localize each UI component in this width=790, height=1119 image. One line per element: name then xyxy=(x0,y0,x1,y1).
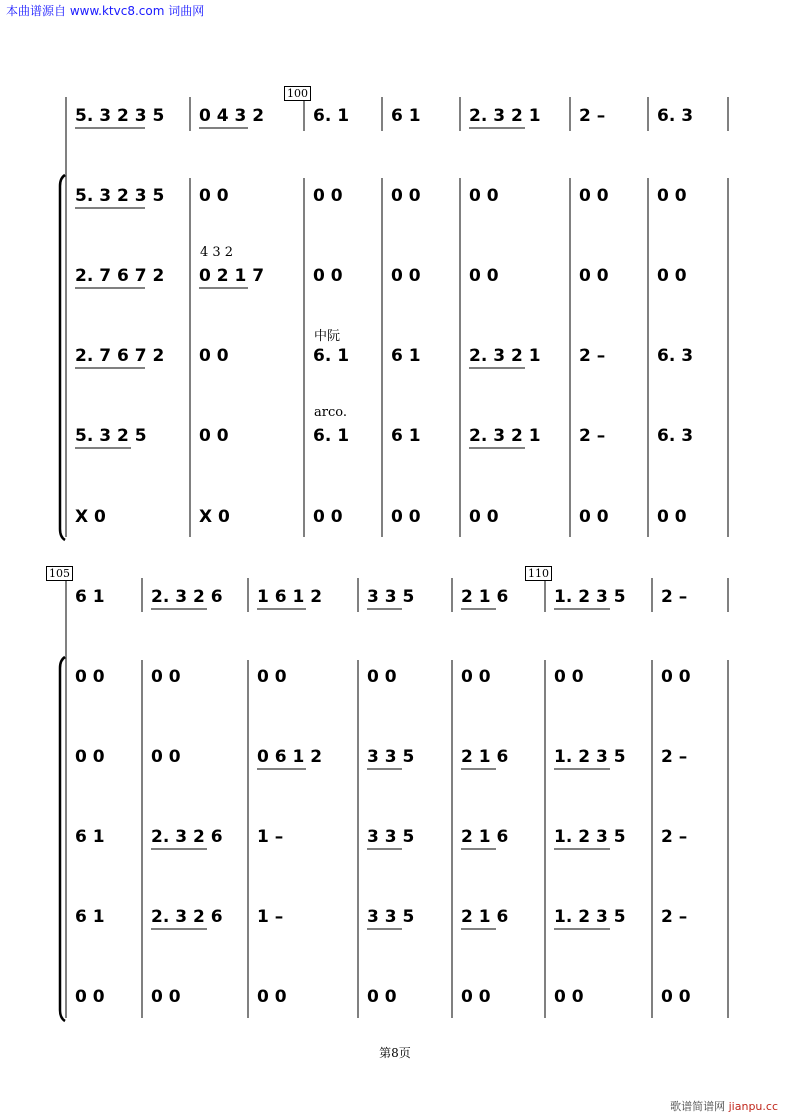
watermark-site-name: 歌谱简谱网 xyxy=(670,1100,726,1113)
measure-notes: 0 0 xyxy=(391,507,421,527)
measure-notes: 6. 3 xyxy=(657,426,694,446)
measure-notes: 6 1 xyxy=(391,346,421,366)
measure-notes: 0 0 xyxy=(151,667,181,687)
measure-notes: 2 – xyxy=(579,426,606,446)
measure-notes: 1 – xyxy=(257,827,284,847)
measure-notes: 2. 7 6 7 2 xyxy=(75,266,165,286)
measure-notes: 5. 3 2 5 xyxy=(75,426,147,446)
measure-notes: 0 0 xyxy=(579,266,609,286)
measure-notes: 1. 2 3 5 xyxy=(554,747,626,767)
measure-notes: 6. 3 xyxy=(657,106,694,126)
measure-notes: 0 0 xyxy=(75,987,105,1007)
measure-notes: 0 0 xyxy=(657,507,687,527)
measure-notes: 2. 3 2 6 xyxy=(151,587,223,607)
measure-notes: 1. 2 3 5 xyxy=(554,827,626,847)
measure-notes: 2 – xyxy=(579,106,606,126)
measure-notes: 0 0 xyxy=(554,667,584,687)
measure-notes: 6 1 xyxy=(75,827,105,847)
measure-notes: 2 1 6 xyxy=(461,827,509,847)
measure-notes: 2. 3 2 6 xyxy=(151,827,223,847)
measure-notes: 0 0 xyxy=(151,987,181,1007)
measure-notes: 2. 7 6 7 2 xyxy=(75,346,165,366)
measure-notes: 2. 3 2 1 xyxy=(469,106,541,126)
measure-notes: 0 0 xyxy=(75,667,105,687)
measure-notes: 2 – xyxy=(661,907,688,927)
measure-notes: 0 0 xyxy=(75,747,105,767)
measure-notes: 0 0 xyxy=(367,987,397,1007)
measure-notes: 0 0 xyxy=(313,507,343,527)
measure-notes: 2 – xyxy=(661,587,688,607)
measure-notes: 6. 3 xyxy=(657,346,694,366)
measure-notes: 6. 1 xyxy=(313,426,350,446)
measure-notes: 0 2 1 7 xyxy=(199,266,265,286)
measure-notes: 0 0 xyxy=(657,266,687,286)
measure-notes: 3 3 5 xyxy=(367,827,415,847)
rehearsal-mark: 105 xyxy=(46,566,73,581)
measure-notes: 0 0 xyxy=(313,186,343,206)
measure-notes: 3 3 5 xyxy=(367,907,415,927)
measure-notes: 0 0 xyxy=(313,266,343,286)
measure-notes: 0 0 xyxy=(257,987,287,1007)
measure-notes: 0 0 xyxy=(151,747,181,767)
page-number: 第8页 xyxy=(379,1046,411,1060)
measure-notes: 2 – xyxy=(661,747,688,767)
measure-notes: 0 0 xyxy=(367,667,397,687)
measure-notes: 0 0 xyxy=(469,266,499,286)
watermark-domain: jianpu.cc xyxy=(728,1100,778,1113)
measure-notes: 6 1 xyxy=(75,587,105,607)
measure-notes: 0 0 xyxy=(257,667,287,687)
measure-notes: 0 0 xyxy=(461,987,491,1007)
measure-notes: 6 1 xyxy=(75,907,105,927)
measure-notes: 0 0 xyxy=(661,987,691,1007)
measure-notes: 3 3 5 xyxy=(367,747,415,767)
measure-notes: 0 0 xyxy=(657,186,687,206)
measure-notes: 0 0 xyxy=(554,987,584,1007)
measure-notes: 1 – xyxy=(257,907,284,927)
measure-notes: 5. 3 2 3 5 xyxy=(75,186,165,206)
measure-notes: 1. 2 3 5 xyxy=(554,587,626,607)
rehearsal-mark: 100 xyxy=(284,86,311,101)
measure-notes: 0 0 xyxy=(199,186,229,206)
measure-notes: 6. 1 xyxy=(313,106,350,126)
measure-notes: 0 6 1 2 xyxy=(257,747,323,767)
measure-notes: 2 1 6 xyxy=(461,747,509,767)
measure-notes: 0 4 3 2 xyxy=(199,106,265,126)
performance-marking: arco. xyxy=(314,405,347,420)
performance-marking: 4 3 2 xyxy=(200,245,234,260)
measure-notes: 0 0 xyxy=(661,667,691,687)
performance-marking: 中阮 xyxy=(314,329,341,344)
source-header: 本曲谱源自 www.ktvc8.com 词曲网 xyxy=(6,4,205,18)
measure-notes: 0 0 xyxy=(461,667,491,687)
measure-notes: 2 1 6 xyxy=(461,907,509,927)
measure-notes: 2. 3 2 1 xyxy=(469,346,541,366)
measure-notes: 2 1 6 xyxy=(461,587,509,607)
measure-notes: 1 6 1 2 xyxy=(257,587,323,607)
measure-notes: X 0 xyxy=(75,507,106,527)
measure-notes: 6 1 xyxy=(391,426,421,446)
measure-notes: 6 1 xyxy=(391,106,421,126)
measure-notes: 2 – xyxy=(579,346,606,366)
measure-notes: 0 0 xyxy=(469,186,499,206)
watermark xyxy=(670,1098,778,1114)
measure-notes: 0 0 xyxy=(579,186,609,206)
ensemble-bracket xyxy=(60,657,65,1021)
measure-notes: X 0 xyxy=(199,507,230,527)
measure-notes: 0 0 xyxy=(579,507,609,527)
measure-notes: 5. 3 2 3 5 xyxy=(75,106,165,126)
measure-notes: 0 0 xyxy=(199,346,229,366)
measure-notes: 2. 3 2 1 xyxy=(469,426,541,446)
measure-notes: 0 0 xyxy=(391,186,421,206)
measure-notes: 2 – xyxy=(661,827,688,847)
measure-notes: 3 3 5 xyxy=(367,587,415,607)
measure-notes: 0 0 xyxy=(199,426,229,446)
measure-notes: 0 0 xyxy=(469,507,499,527)
measure-notes: 1. 2 3 5 xyxy=(554,907,626,927)
measure-notes: 6. 1 xyxy=(313,346,350,366)
rehearsal-mark: 110 xyxy=(525,566,552,581)
measure-notes: 0 0 xyxy=(391,266,421,286)
measure-notes: 2. 3 2 6 xyxy=(151,907,223,927)
